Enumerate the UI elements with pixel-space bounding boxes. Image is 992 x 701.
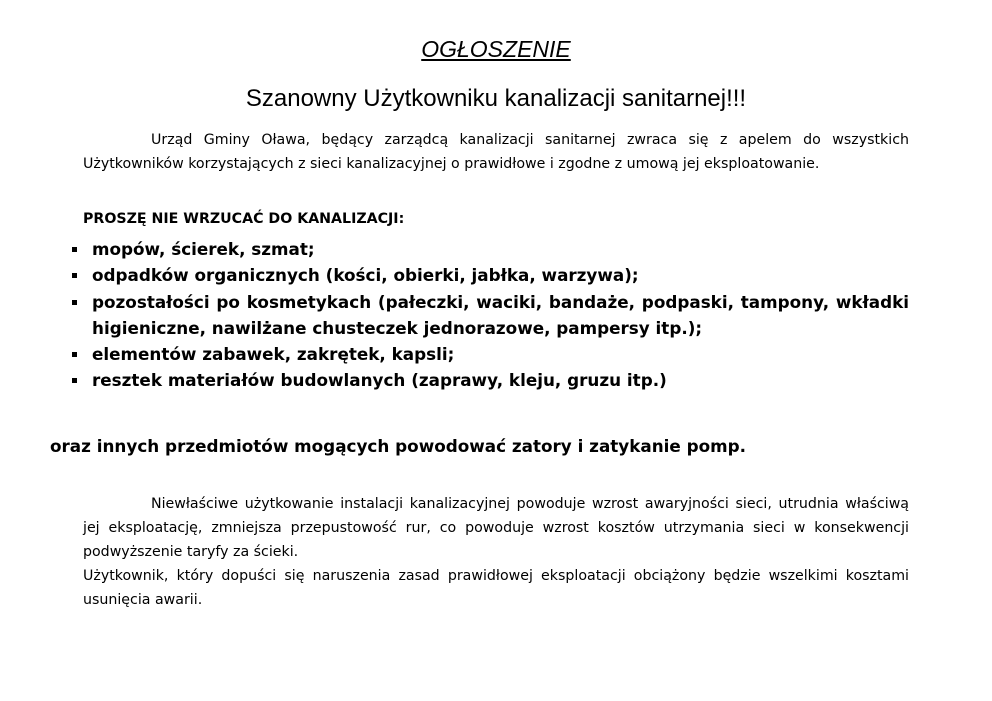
list-item <box>70 341 909 367</box>
outro-paragraph <box>83 492 909 612</box>
list-item-text: elementów zabawek, zakrętek, kapsli; <box>92 344 455 365</box>
outro-text-2: Użytkownik, który dopuści się naruszenia zasad prawidłowej eksploatacji obciążony będzie wszelkimi kosztami usunięcia awarii. <box>83 568 909 608</box>
list-item <box>70 289 909 342</box>
notice-subtitle: Szanowny Użytkowniku kanalizacji sanitarnej!!! <box>245 85 747 112</box>
list-item <box>70 367 909 393</box>
bullet-icon <box>72 247 77 252</box>
bullet-icon <box>72 273 77 278</box>
list-item-text: mopów, ścierek, szmat; <box>92 239 315 259</box>
list-item-text: resztek materiałów budowlanych (zaprawy, kleju, gruzu itp.) <box>92 370 667 391</box>
list-item <box>70 236 909 262</box>
intro-paragraph <box>83 128 909 176</box>
notice-title: OGŁOSZENIE <box>421 36 571 62</box>
list-item-text: pozostałości po kosmetykach (pałeczki, waciki, bandaże, podpaski, tampony, wkładki higieniczne, nawilżane chusteczek jednorazowe, pampersy itp.); <box>92 291 909 338</box>
bullet-icon <box>72 300 77 305</box>
list-item <box>70 262 909 288</box>
prohibition-heading: PROSZĘ NIE WRZUCAĆ DO KANALIZACJI: <box>83 211 405 227</box>
closing-statement: oraz innych przedmiotów mogących powodować zatory i zatykanie pomp. <box>50 436 747 456</box>
bullet-icon <box>72 352 77 357</box>
intro-text: Urząd Gminy Oława, będący zarządcą kanalizacji sanitarnej zwraca się z apelem do wszystkich Użytkowników korzystających z sieci kanalizacyjnej o prawidłowe i zgodne z umową jej eksploatowanie. <box>83 132 909 172</box>
list-item-text: odpadków organicznych (kości, obierki, jabłka, warzywa); <box>92 265 639 286</box>
prohibited-items-list <box>70 236 909 394</box>
bullet-icon <box>72 378 77 383</box>
outro-text-1: Niewłaściwe użytkowanie instalacji kanalizacyjnej powoduje wzrost awaryjności sieci, utrudnia właściwą jej eksploatację, zmniejsza przepustowość rur, co powoduje wzrost kosztów utrzymania sieci w konsekwencji podwyższenie taryfy za ścieki. <box>83 496 909 560</box>
